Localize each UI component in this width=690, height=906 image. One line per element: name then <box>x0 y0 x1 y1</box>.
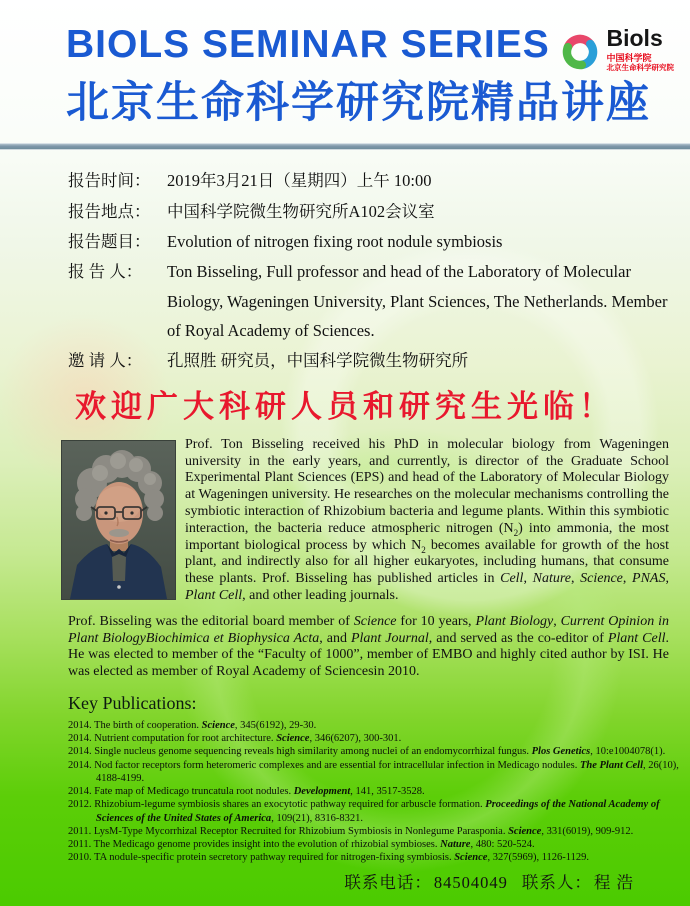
detail-value: 2019年3月21日（星期四）上午 10:00 <box>167 171 432 191</box>
detail-row <box>68 197 668 226</box>
key-publications-heading: Key Publications: <box>68 693 197 713</box>
publication-item: 2014. Nutrient computation for root architecture. Science, 346(6207), 300-301. <box>68 733 402 745</box>
detail-label: 报告题目： <box>68 232 151 252</box>
publication-item: 2014. The birth of cooperation. Science, 345(6192), 29-30. <box>68 720 317 731</box>
publication-item: 2010. TA nodule-specific protein secretory pathway required for nitrogen-fixing symbiosis. Science, 327(5969), 1126-1129. <box>68 852 590 864</box>
publication-item: 2011. The Medicago genome provides insight into the evolution of rhizobial symbioses. Nature, 480: 520-524. <box>68 838 535 850</box>
publication-item: 2014. Fate map of Medicago truncatula root nodules. Development, 141, 3517-3528. <box>68 786 425 798</box>
seminar-details <box>68 166 668 376</box>
detail-value: Ton Bisseling, Full professor and head of the Laboratory of Molecular Biology, Wageningen University, Plant Sciences, The Netherlands. Member of Royal Academy of Sciences. <box>167 262 668 341</box>
logo-org-line2: 北京生命科学研究院 <box>606 63 674 73</box>
logo-name: Biols <box>606 25 663 51</box>
series-title-english: BIOLS SEMINAR SERIES <box>66 23 550 66</box>
contact-person-label: 联系人： <box>521 873 592 892</box>
publication-item: 2014. Nod factor receptors form heteromeric complexes and are essential for intracellular infection in Medicago nodules. The Plant Cell, 26(10), 4188-4199. <box>68 759 679 784</box>
header-divider-rule <box>0 143 690 150</box>
contact-phone-label: 联系电话： <box>344 873 432 892</box>
series-title-chinese: 北京生命科学研究院精品讲座 <box>66 78 651 127</box>
biols-logo-icon <box>557 27 604 82</box>
poster-header <box>0 0 690 128</box>
publication-list <box>68 719 680 864</box>
logo-org-line1: 中国科学院 <box>606 53 652 63</box>
publication-item: 2012. Rhizobium-legume symbiosis shares an exocytotic pathway required for arbuscle formation. Proceedings of the National Academy of Sciences of the United States of America, 109(21), 8316-8321. <box>68 799 660 824</box>
detail-row <box>68 166 668 195</box>
biols-logo <box>557 27 675 82</box>
detail-label: 报 告 人： <box>68 262 143 282</box>
editorial-paragraph: Prof. Bisseling was the editorial board member of Science for 10 years, Plant Biology, Current Opinion in Plant BiologyBiochimica et Biophysica Acta, and Plant Journal, and served as the co-editor of Plant Cell. He was elected to member of the “Faculty of 1000”, member of EMBO and highly cited author by ISI. He was elected as member of Royal Academy of Sciencesin 2010. <box>68 613 669 680</box>
detail-value: 中国科学院微生物研究所A102会议室 <box>167 201 435 221</box>
publication-item: 2014. Single nucleus genome sequencing reveals high similarity among nuclei of an endomycorrhizal fungus. Plos Genetics, 10:e1004078(1). <box>68 746 666 758</box>
welcome-line: 欢迎广大科研人员和研究生光临！ <box>75 388 615 425</box>
detail-label: 邀 请 人： <box>68 351 143 371</box>
speaker-bio-text: Prof. Ton Bisseling received his PhD in molecular biology from Wageningen university in the early years, and currently, is director of the Graduate School Experimental Plant Sciences (EPS) and head of the Laboratory of Molecular Biology at Wageningen university. He researches on the molecular mechanisms controlling the symbiotic interaction of Rhizobium bacteria and legume plants. Within this symbiotic interaction, the bacteria reduce atmospheric nitrogen $(N_2)$ into ammonia, the most important biological process by which $N_2$ becomes available for growth of the host plant, and indirectly also for all higher eukaryotes, including humans, that consume these plants. Prof. Bisseling has published articles in Cell, Nature, Science, PNAS, Plant Cell, and other leading journals. <box>185 436 669 604</box>
speaker-bio-section <box>62 437 669 605</box>
speaker-portrait-photo <box>62 441 175 599</box>
detail-label: 报告地点： <box>68 201 151 221</box>
detail-row <box>68 346 668 375</box>
publication-item: 2011. LysM-Type Mycorrhizal Receptor Recruited for Rhizobium Symbiosis in Nonlegume Parasponia. Science, 331(6019), 909-912. <box>68 825 634 837</box>
biols-logo-text <box>607 27 675 72</box>
detail-row <box>68 227 668 256</box>
detail-value: Evolution of nitrogen fixing root nodule symbiosis <box>167 232 503 252</box>
detail-label: 报告时间： <box>68 171 151 191</box>
contact-footer <box>344 869 636 893</box>
contact-phone-number: 84504049 <box>433 873 508 892</box>
contact-person-name: 程 浩 <box>593 873 634 892</box>
detail-value: 孔照胜 研究员，中国科学院微生物研究所 <box>167 351 469 371</box>
detail-row <box>68 257 668 345</box>
key-publications-section <box>68 693 680 864</box>
